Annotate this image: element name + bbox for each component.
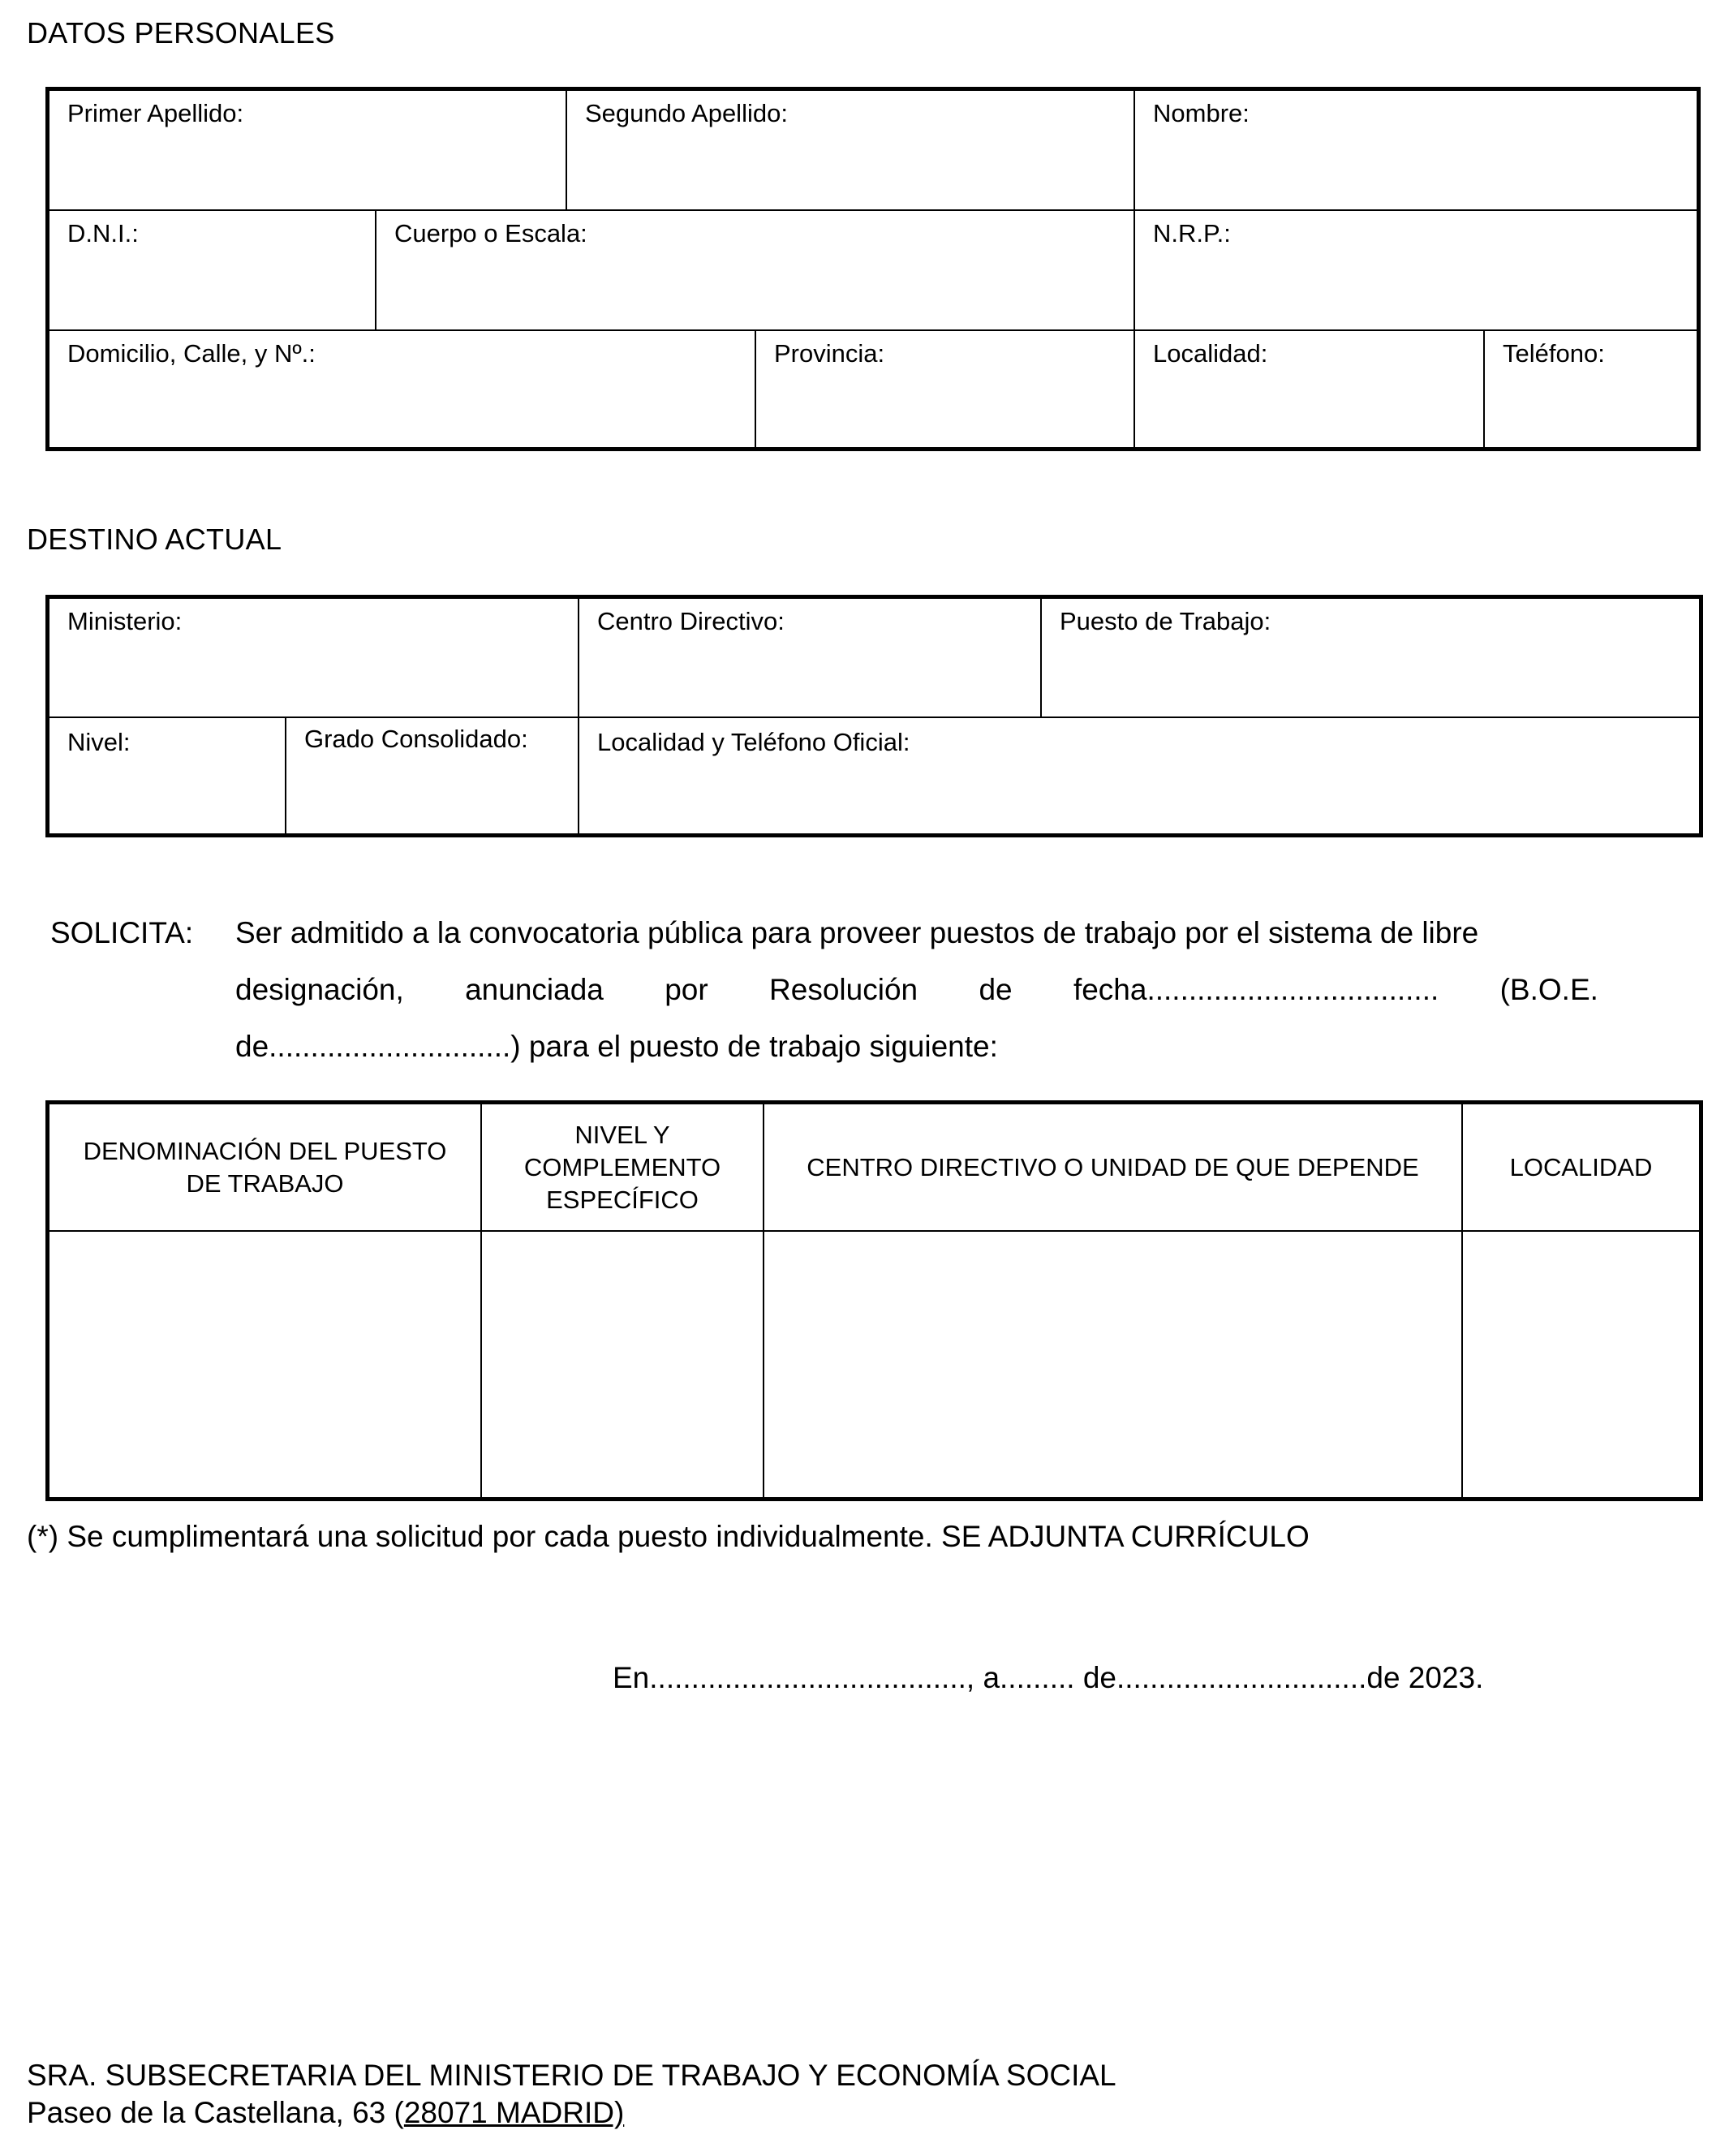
destino-actual-grid [45,595,1703,837]
label-segundo-apellido: Segundo Apellido: [585,99,788,127]
cell-centro-directivo[interactable] [764,1232,1463,1497]
label-primer-apellido: Primer Apellido: [67,99,244,127]
datos-personales-grid [45,87,1701,451]
label-nivel: Nivel: [67,728,131,756]
field-grado-consolidado[interactable] [286,718,579,833]
destinatario-block [27,2057,1116,2132]
solicita-word: anunciada [465,973,604,1006]
solicita-word: por [665,973,708,1006]
field-centro-directivo[interactable] [579,599,1042,717]
header-denominacion-text: DENOMINACIÓN DEL PUESTO DE TRABAJO [83,1136,447,1198]
header-nivel-complemento-text: NIVEL Y COMPLEMENTO ESPECÍFICO [523,1120,721,1214]
field-ministerio[interactable] [49,599,579,717]
solicita-word: fecha................................... [1073,973,1439,1006]
label-puesto-trabajo: Puesto de Trabajo: [1060,607,1271,635]
header-denominacion [49,1104,482,1230]
label-localidad-telefono-oficial: Localidad y Teléfono Oficial: [597,728,910,756]
header-localidad-text: LOCALIDAD [1509,1152,1653,1181]
header-nivel-complemento [482,1104,764,1230]
label-grado-consolidado: Grado Consolidado: [304,725,528,753]
field-segundo-apellido[interactable] [567,91,1135,209]
cell-nivel-complemento[interactable] [482,1232,764,1497]
field-telefono[interactable] [1485,331,1697,447]
destinatario-address: Paseo de la Castellana, 63 ( [27,2096,404,2129]
field-dni[interactable] [49,211,376,329]
field-nombre[interactable] [1135,91,1697,209]
destinatario-line-1: SRA. SUBSECRETARIA DEL MINISTERIO DE TRABAJO Y ECONOMÍA SOCIAL [27,2059,1116,2092]
solicita-text [235,905,1598,1075]
solicita-word: (B.O.E. [1499,973,1598,1006]
label-centro-directivo: Centro Directivo: [597,607,785,635]
fecha-line: En......................................, a......... de..............................de 2023. [613,1661,1484,1694]
label-provincia: Provincia: [774,339,885,368]
section-heading-datos-personales: DATOS PERSONALES [27,16,335,49]
field-cuerpo-escala[interactable] [376,211,1135,329]
label-domicilio: Domicilio, Calle, y Nº.: [67,339,316,368]
puesto-solicitado-table [45,1100,1703,1501]
field-nivel[interactable] [49,718,286,833]
header-centro-directivo [764,1104,1463,1230]
header-centro-directivo-text: CENTRO DIRECTIVO O UNIDAD DE QUE DEPENDE [807,1152,1419,1181]
label-ministerio: Ministerio: [67,607,183,635]
field-puesto-trabajo[interactable] [1042,599,1699,717]
label-localidad: Localidad: [1153,339,1268,368]
field-domicilio[interactable] [49,331,756,447]
field-provincia[interactable] [756,331,1135,447]
field-primer-apellido[interactable] [49,91,567,209]
solicita-line-2 [235,962,1598,1018]
destinatario-postal: 28071 MADRID) [403,2096,625,2129]
solicita-word: Resolución [769,973,918,1006]
solicita-line-3: de.............................) para el puesto de trabajo siguiente: [235,1030,998,1063]
label-nombre: Nombre: [1153,99,1250,127]
solicita-line-1: Ser admitido a la convocatoria pública para proveer puestos de trabajo por el sistema de libre [235,916,1479,949]
header-localidad [1463,1104,1699,1230]
field-localidad[interactable] [1135,331,1485,447]
field-localidad-telefono-oficial[interactable] [579,718,1699,833]
label-cuerpo-escala: Cuerpo o Escala: [394,219,587,247]
label-nrp: N.R.P.: [1153,219,1231,247]
footnote: (*) Se cumplimentará una solicitud por cada puesto individualmente. SE ADJUNTA CURRÍCULO [27,1520,1310,1553]
cell-localidad[interactable] [1463,1232,1699,1497]
field-nrp[interactable] [1135,211,1697,329]
solicita-word: designación, [235,973,404,1006]
label-telefono: Teléfono: [1503,339,1605,368]
label-dni: D.N.I.: [67,219,139,247]
section-heading-destino-actual: DESTINO ACTUAL [27,523,282,556]
solicita-word: de [979,973,1013,1006]
cell-denominacion[interactable] [49,1232,482,1497]
solicita-label: SOLICITA: [50,916,194,949]
destinatario-line-2 [27,2094,1116,2132]
